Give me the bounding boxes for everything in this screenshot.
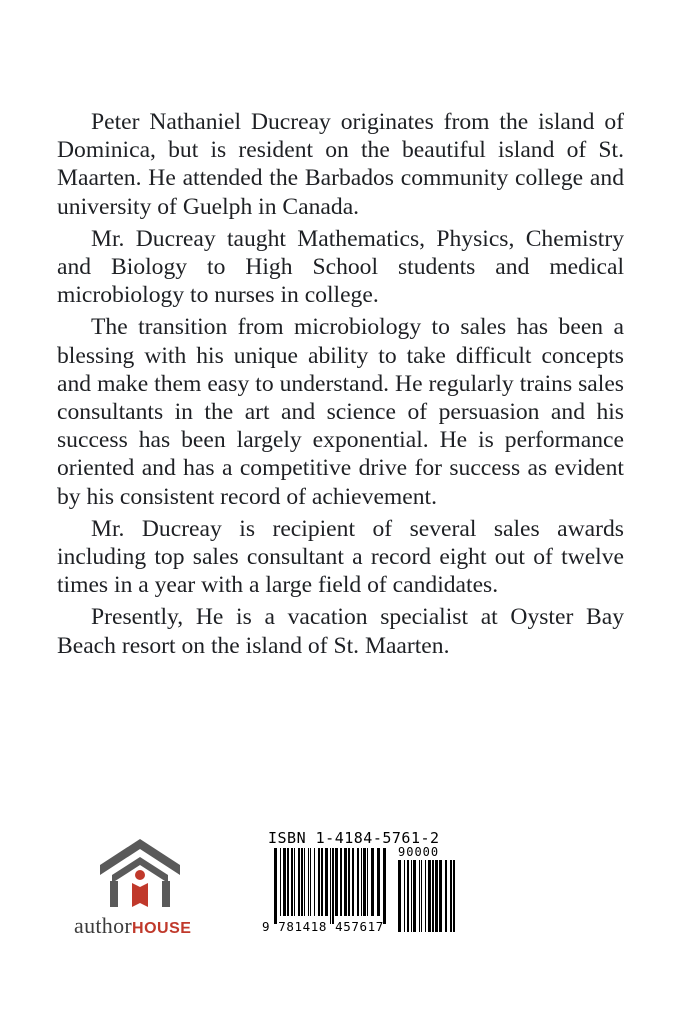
wordmark-house: HOUSE [132, 920, 192, 937]
barcode-bar [428, 860, 431, 932]
barcode-bar [314, 848, 315, 916]
isbn-barcode [258, 826, 464, 938]
barcode-bar [287, 848, 289, 916]
barcode-bar [308, 848, 309, 916]
barcode-bar [421, 860, 422, 932]
barcode-bar [325, 848, 328, 916]
barcode-bar [340, 848, 342, 916]
barcode-bar [344, 848, 347, 916]
barcode-bar [383, 848, 386, 924]
barcode-bar [398, 860, 401, 932]
barcode-bar [330, 848, 331, 924]
barcode-bar [301, 848, 303, 916]
barcode-bar [413, 860, 416, 932]
bio-paragraph-3: The transition from microbiology to sales has been a blessing with his unique ability to take difficult concepts and make them easy to understand. He regularly trains sales consultants in the art and science of persuasion and his success has been largely exponential. He is performance oriented and has a competitive drive for success as evident by his consistent record of achievement. [57, 314, 624, 510]
bio-paragraph-5: Presently, He is a vacation specialist at Oyster Bay Beach resort on the island of St. Maarten. [57, 604, 624, 659]
price-code: 90000 [398, 845, 440, 859]
barcode-bar [407, 860, 409, 932]
barcode-bar [450, 860, 452, 932]
barcode-bar [348, 848, 350, 916]
barcode-bar [274, 848, 277, 924]
barcode-bar [419, 860, 420, 932]
bio-paragraph-4: Mr. Ducreay is recipient of several sales awards including top sales consultant a record eight out of twelve times in a year with a large field of candidates. [57, 515, 624, 599]
barcode-bar [352, 848, 354, 916]
barcode-bar [294, 848, 295, 916]
house-icon [96, 835, 184, 909]
barcode-bar [332, 848, 334, 924]
barcode-bar [280, 848, 281, 916]
barcode-bar [425, 860, 426, 932]
barcode-bar [321, 848, 323, 916]
barcode-bar [298, 848, 300, 916]
bio-paragraph-2: Mr. Ducreay taught Mathematics, Physics, Chemistry and Biology to High School students and medical microbiology to nurses in college. [57, 225, 624, 309]
barcode-bar [304, 848, 305, 916]
publisher-wordmark [74, 913, 208, 939]
barcode-bar [363, 848, 366, 916]
barcode-bar [357, 848, 359, 916]
barcode-bar [435, 860, 438, 932]
barcode-bar [445, 860, 447, 932]
author-bio [57, 108, 624, 664]
isbn-label: ISBN 1-4184-5761-2 [268, 829, 440, 847]
bio-paragraph-1: Peter Nathaniel Ducreay originates from the island of Dominica, but is resident on the beautiful island of St. Maarten. He attended the Barbados community college and university of Guelph in Canada. [57, 109, 624, 220]
barcode-bar [318, 848, 320, 916]
barcode-bar [335, 848, 338, 916]
barcode-bar [367, 848, 368, 916]
barcode-bar [439, 860, 442, 932]
wordmark-author: author [74, 913, 133, 938]
barcode-bar [404, 860, 405, 932]
barcode-bar [291, 848, 293, 916]
barcode-bar [283, 848, 286, 916]
ean-number: 9 781418 457617 [262, 919, 384, 934]
barcode-bar [432, 860, 434, 932]
barcode-bar [361, 848, 362, 916]
barcode-bar [371, 848, 374, 916]
barcode-bar [377, 848, 380, 916]
barcode-bar [310, 848, 311, 916]
barcode-bar [453, 860, 455, 932]
barcode-bar [411, 860, 412, 932]
publisher-logo [74, 835, 208, 938]
